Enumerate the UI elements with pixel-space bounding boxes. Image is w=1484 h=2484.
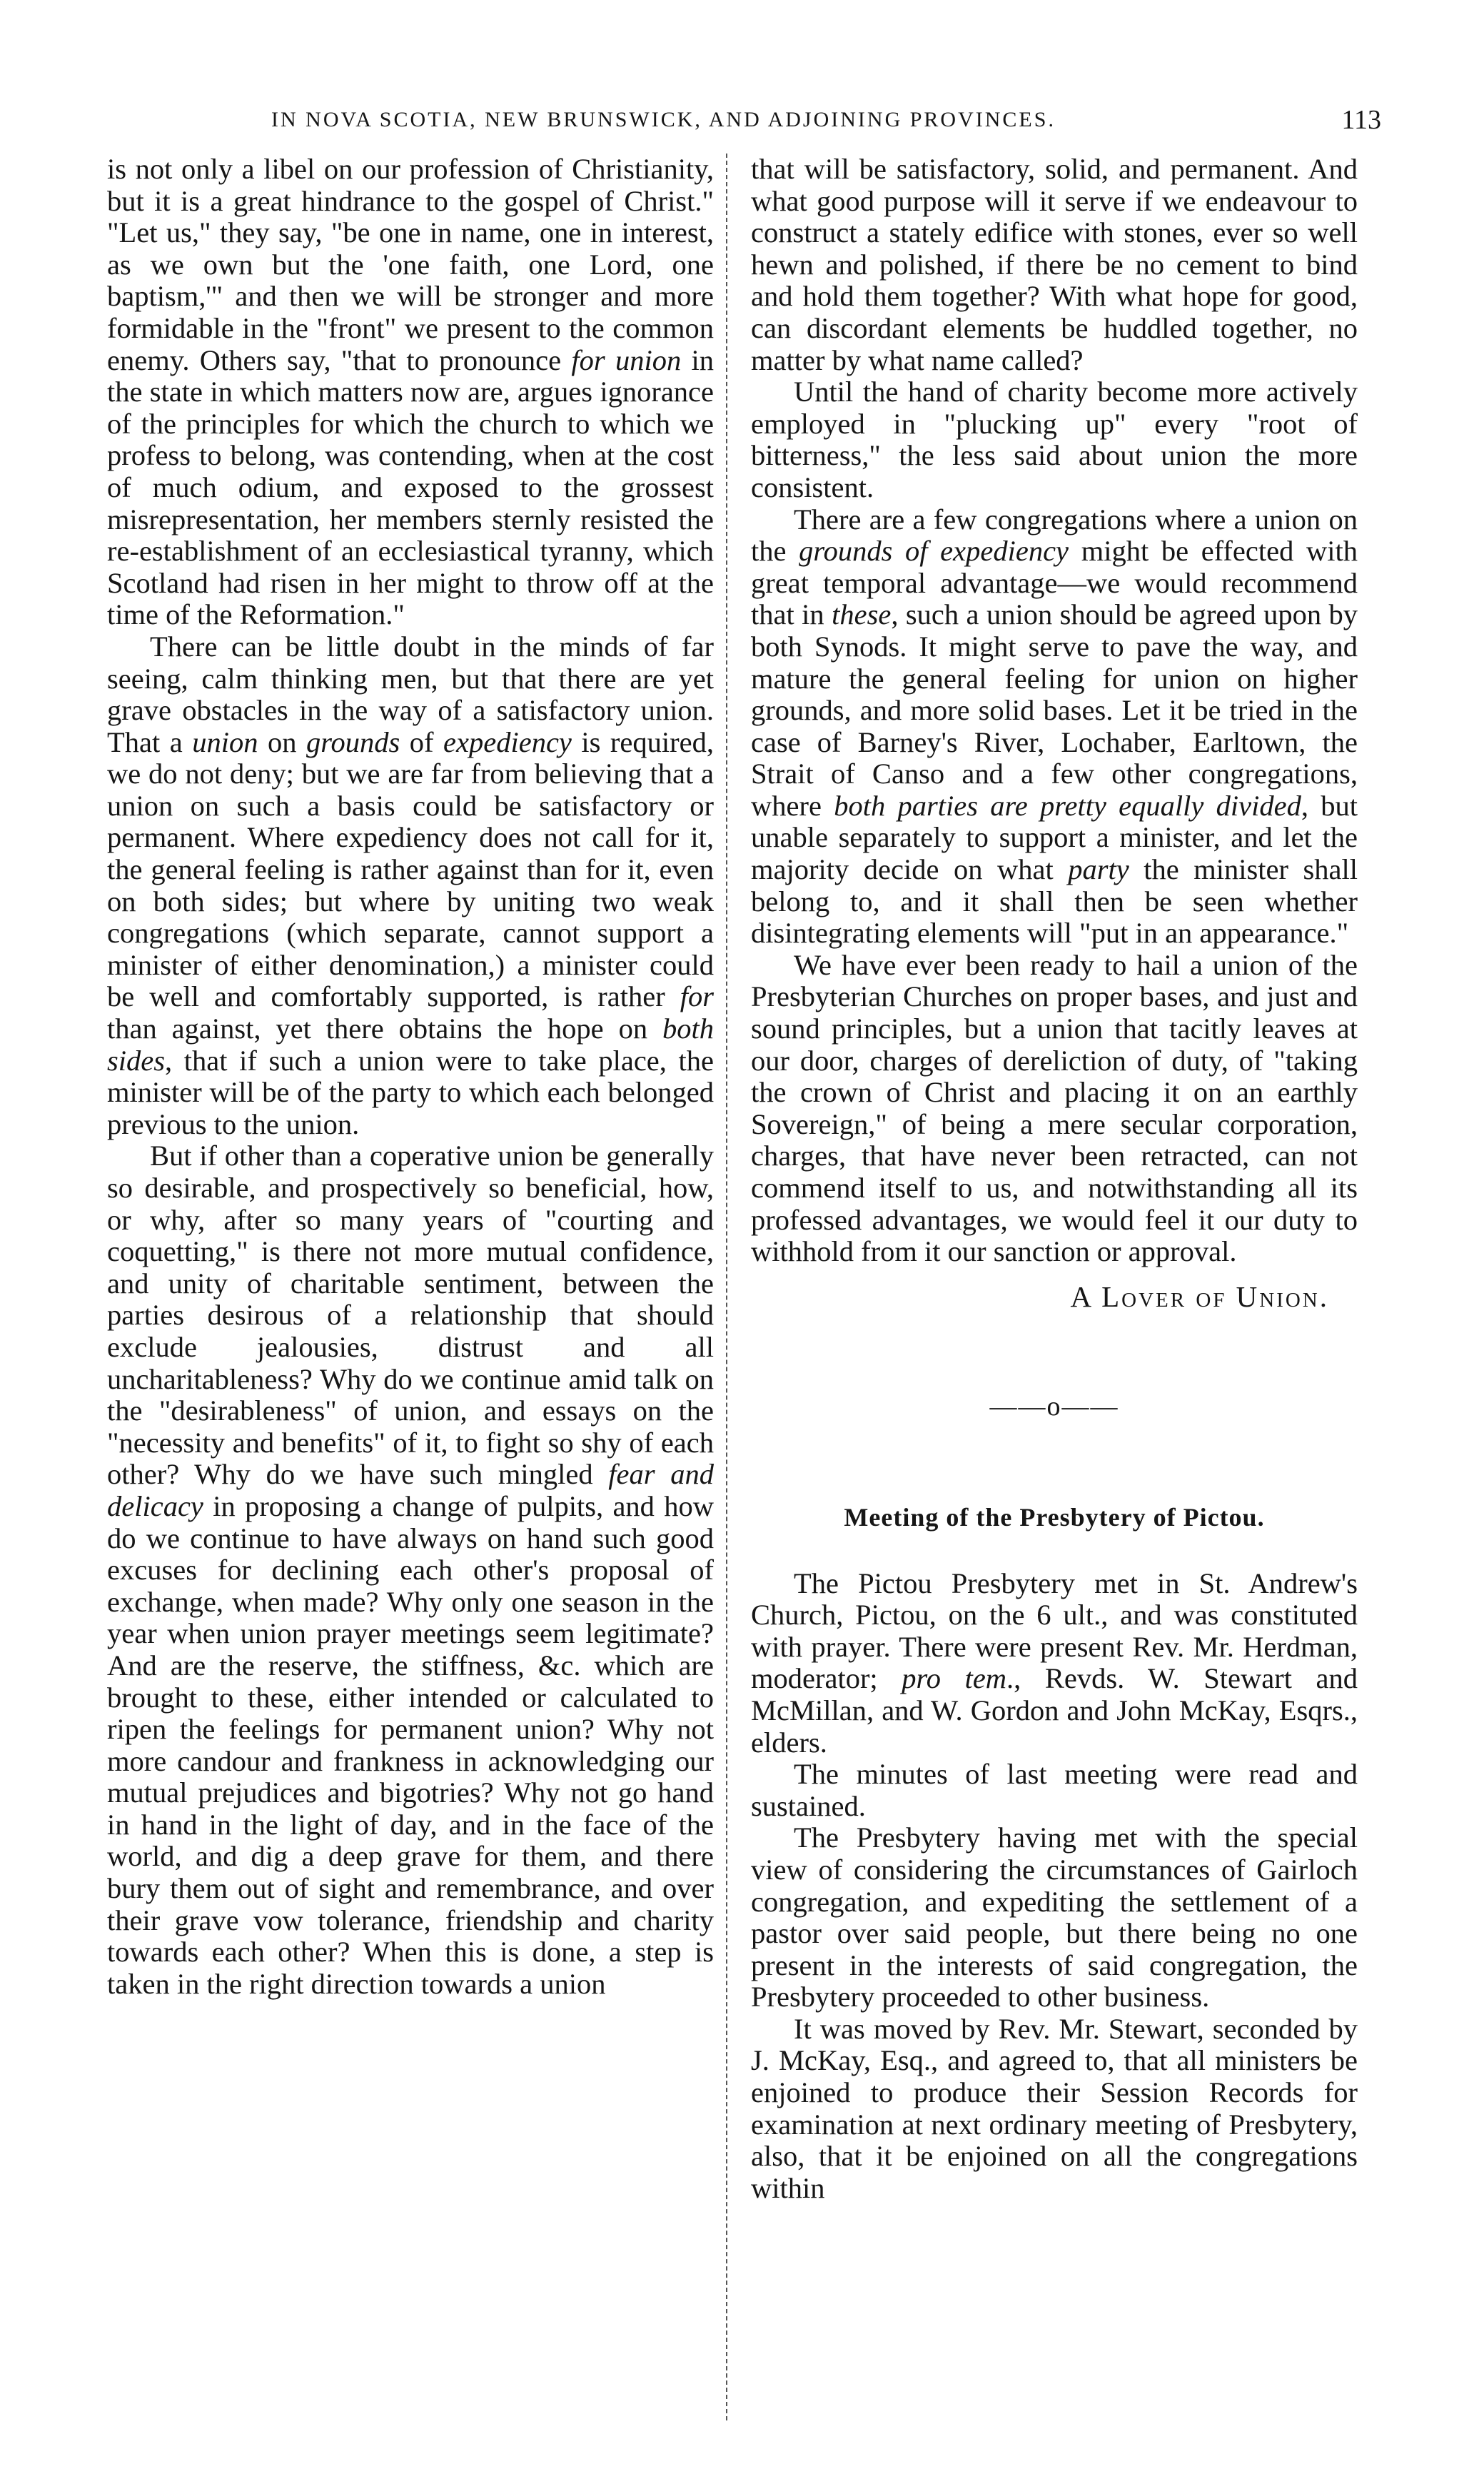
section-separator: ——o—— — [989, 1392, 1119, 1422]
paragraph: Until the hand of charity become more actively employed in "plucking up" every "root of bitterness," the less said about union the more consistent. — [751, 376, 1358, 503]
paragraph: We have ever been ready to hail a union of the Presbyterian Churches on proper bases, and just and sound principles, but a union that tacitly leaves at our door, charges of dereliction of duty, of "taking the crown of Christ and placing it on an earthly Sovereign," of being a mere secular corporation, charges, that have never been retracted, can not commend itself to us, and notwithstanding all its professed advantages, we would feel it our duty to withhold from it our sanction or approval. — [751, 948, 1358, 1268]
paragraph: that will be satisfactory, solid, and permanent. And what good purpose will it serve if we endeavour to construct a stately edifice with stones, ever so well hewn and polished, if there be no cement to bind and hold them together? With what hope for good, can discordant elements be huddled together, no matter by what name called? — [751, 153, 1358, 376]
column-divider — [726, 154, 727, 2420]
paragraph: The minutes of last meeting were read and sustained. — [751, 1758, 1358, 1822]
paragraph: It was moved by Rev. Mr. Stewart, seconded by J. McKay, Esq., and agreed to, that all ministers be enjoined to produce their Session Records for examination at next ordinary meeting of Presbytery, also, that it be enjoined on all the congregations within — [751, 2012, 1358, 2204]
paragraph: is not only a libel on our profession of Christianity, but it is a great hindrance to the gospel of Christ." "Let us," they say, "be one in name, one in interest, as we own but the 'one faith, one Lord, one baptism,'" and then we will be stronger and more formidable in the "front" we present to the common enemy. Others say, "that to pronounce for union in the state in which matters now are, argues ignorance of the principles for which the church to which we profess to belong, was contending, when at the cost of much odium, and exposed to the grossest misrepresentation, her members sternly resisted the re-establishment of an ecclesiastical tyranny, which Scotland had risen in her might to throw off at the time of the Reformation." — [107, 153, 715, 631]
paragraph: There can be little doubt in the minds of far seeing, calm thinking men, but that there are yet grave obstacles in the way of a satisfactory union. That a union on grounds of expediency is required, we do not deny; but we are far from believing that a union on such a basis could be satisfactory or permanent. Where expediency does not call for it, the general feeling is rather against than for it, even on both sides; but where by uniting two weak congregations (which separate, cannot support a minister of either denomination,) a minister could be well and comfortably supported, is rather for than against, yet there obtains the hope on both sides, that if such a union were to take place, the minister will be of the party to which each belonged previous to the union. — [107, 630, 714, 1140]
paragraph: The Presbytery having met with the special view of considering the circumstances of Gairloch congregation, and expediting the settlement of a pastor over said people, but there being no one present in the interests of said congregation, the Presbytery proceeded to other business. — [751, 1821, 1358, 2013]
paragraph: The Pictou Presbytery met in St. Andrew's Church, Pictou, on the 6 ult., and was constituted with prayer. There were present Rev. Mr. Herdman, moderator; pro tem., Revds. W. Stewart and McMillan, and W. Gordon and John McKay, Esqrs., elders. — [751, 1567, 1358, 1759]
article-signature: A Lover of Union. — [1070, 1279, 1329, 1313]
page-header — [107, 99, 1381, 141]
section-heading: Meeting of the Presbytery of Pictou. — [844, 1502, 1265, 1532]
paragraph: There are a few congregations where a union on the grounds of expediency might be effected with great temporal advantage—we would recommend that in these, such a union should be agreed upon by both Synods. It might serve to pave the way, and mature the general feeling for union on higher grounds, and more solid bases. Let it be tried in the case of Barney's River, Lochaber, Earltown, the Strait of Canso and a few other congregations, where both parties are pretty equally divided, but unable separately to support a minister, and let the majority decide on what party the minister shall belong to, and it shall then be seen whether disintegrating elements will "put in an appearance." — [751, 503, 1358, 950]
paragraph: But if other than a coperative union be generally so desirable, and prospectively so beneficial, how, or why, after so many years of "courting and coquetting," is there not more mutual confidence, and unity of charitable sentiment, between the parties desirous of a relationship that should exclude jealousies, distrust and all uncharitableness? Why do we continue amid talk on the "desirableness" of union, and essays on the "necessity and benefits" of it, to fight so shy of each other? Why do we have such mingled fear and delicacy in proposing a change of pulpits, and how do we continue to have always on hand such good excuses for declining each other's proposal of exchange, when made? Why only one season in the year when union prayer meetings seem legitimate? And are the reserve, the stiffness, &c. which are brought to these, either intended or calculated to ripen the feelings for permanent union? Why not more candour and frankness in acknowledging our mutual prejudices and bigotries? Why not go hand in hand in the light of day, and in the face of the world, and dig a deep grave for them, and there bury them out of sight and remembrance, and over their grave vow tolerance, friendship and charity towards each other? When this is done, a step is taken in the right direction towards a union — [107, 1140, 714, 2000]
running-title: IN NOVA SCOTIA, NEW BRUNSWICK, AND ADJOINING PROVINCES. — [271, 108, 1056, 131]
page-number: 113 — [1341, 105, 1381, 135]
right-column — [751, 154, 1358, 2204]
left-column — [107, 154, 714, 2000]
